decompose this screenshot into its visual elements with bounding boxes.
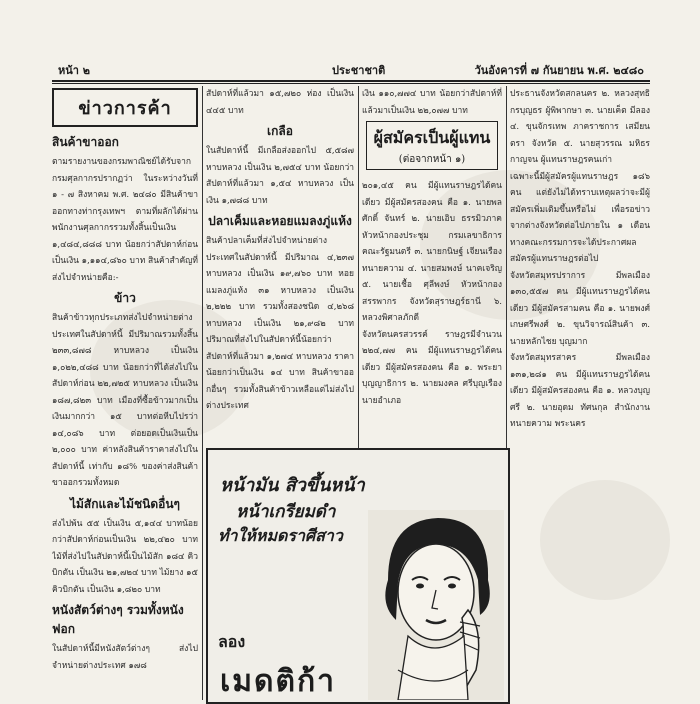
headline-box: [366, 121, 498, 170]
article-paragraph: จังหวัดสมุทรสาคร มีพลเมือง ๑๓๑,๒๘๑ คน มีผู้แทนราษฎรได้คนเดียว มีผู้สมัครสองคน คือ ๑. หลวงบุญศรี ๒. นายอุดม ทัศนกุล สำนักงานทนายความ พระนคร: [510, 353, 650, 429]
article-paragraph: เงิน ๑๑๐,๗๗๔ บาท น้อยกว่าสัปดาห์ที่แล้วมาเป็นเงิน ๒๒,๐๗๗ บาท: [362, 89, 502, 116]
subhead-hides: หนังสัตว์ต่างๆ รวมทั้งหนังฟอก: [52, 603, 184, 636]
header-rule-thin: [52, 83, 650, 84]
article-paragraph: ในสัปดาห์นี้มีหนังสัตว์ต่างๆ ส่งไปจำหน่ายต่างประเทศ ๑๗๘: [52, 644, 198, 671]
article-paragraph: ประธานจังหวัดสกลนคร ๒. หลวงสุทธิกรบุญธร ผู้พิพากษา ๓. นายเค็ต มีลอง ๔. ขุนจักรเทพ ภาคราชการ เสมียนตรา จังหวัด ๕. นายสุวรรณ มหิธรกาญจน ผู้แทนราษฎรคนเก่า: [510, 89, 650, 165]
article-paragraph: จังหวัดสมุทรปราการ มีพลเมือง ๑๓๐,๕๕๗ คน มีผู้แทนราษฎรได้คนเดียว มีผู้สมัครสามคน คือ ๑. นายพงศ์ เกษศรีพงศ์ ๒. ขุนวิจารณ์สินค้า ๓. นายหลักไชย บุญมาก: [510, 270, 650, 347]
advertisement: [206, 448, 510, 704]
ad-line-3: ทำให้หมดราศีสาว: [218, 526, 343, 545]
column-4: [510, 86, 650, 700]
article-paragraph: ๒๐๑,๔๕ คน มีผู้แทนราษฎรได้คนเดียว มีผู้สมัครสองคน คือ ๑. นายพลศักดิ์ จันทร์ ๒. นายเอิบ ธรรมิวภาค หัวหน้ากองประชุม กรมเลขาธิการคณะรัฐมนตรี ๓. นายกนิษฐ์ เจียนเรือง ทนายความ ๔. นายสมพงษ์ นาคเจริญ ๕. นายเชื้อ ศุลีพงษ์ หัวหน้ากองสรรพากร จังหวัดสุราษฎร์ธานี ๖. หลวงพิศาลภักดี: [362, 181, 502, 323]
woman-portrait-icon: [368, 510, 504, 700]
ad-line-1: หน้ามัน สิวขึ้นหน้า: [220, 475, 365, 496]
subhead-exports: สินค้าขาออก: [52, 135, 119, 149]
subhead-rice: ข้าว: [114, 291, 136, 305]
page-number: หน้า ๒: [58, 64, 91, 77]
subhead-salt: เกลือ: [267, 124, 293, 138]
article-paragraph: จังหวัดนครสวรรค์ ราษฎรมีจำนวน ๒๒๔,๗๗ คน มีผู้แทนราษฎรได้คนเดียว มีผู้สมัครสองคน คือ ๑. พระยาบุญญาธิการ ๒. นายมงคล ศรีบุญเรือง นายอำเภอ: [362, 329, 502, 406]
section-title-trade-news: ข่าวการค้า: [52, 88, 198, 127]
issue-date: วันอังคารที่ ๗ กันยายน พ.ศ. ๒๔๘๐: [474, 64, 644, 77]
article-paragraph: เฉพาะนี้มีผู้สมัครผู้แทนราษฎร ๑๘๖ คน แต่ยังไม่ได้ทราบเหตุผลว่าจะมีผู้สมัครเพิ่มเติมขึ้นหรือไม่ เพื่อรอข่าวจากต่างจังหวัดต่อไปภายใน ๑ เดือน ทางคณะกรรมการจะได้ประกาศผลสมัครผู้แทนราษฎรต่อไป: [510, 171, 650, 264]
ad-line-2: หน้าเกรียมดำ: [236, 502, 336, 522]
headline-candidates: ผู้สมัครเป็นผู้แทน: [373, 128, 491, 147]
article-paragraph: สัปดาห์ที่แล้วมา ๑๕,๗๒๐ ห่อง เป็นเงิน ๔๔๕ บาท: [206, 89, 354, 116]
column-divider: [202, 86, 203, 700]
article-paragraph: สินค้าข้าวทุกประเภทส่งไปจำหน่ายต่างประเทศในสัปดาห์นี้ มีปริมาณรวมทั้งสิ้น ๒๓๓,๘๗๘ หาบหลวง เป็นเงิน ๑,๐๒๒,๔๘๘ บาท น้อยกว่าที่ได้ส่งไปในสัปดาห์ก่อน ๒๒,๗๒๕ หาบหลวง เป็นเงิน ๑๘๗,๘๒๓ บาท เมืองที่ซื้อข้าวมากเป็นเงินมากกว่า ๑๕ บาทต่อหีบไปรว่า ๑๔,๐๘๖ บาท ต่อยอดเป็นเงินเป็น ๒,๐๐๐ บาท ค่าหลังสินค้าราคาส่งไปในสัปดาห์นี้ เท่ากับ ๑๘% ของค่าส่งสินค้าขาออกรวมทั้งหมด: [52, 313, 198, 488]
subhead-dried-fish: ปลาเค็มและหอยแมลงภู่แห้ง: [208, 214, 352, 228]
header-rule: [52, 80, 650, 82]
article-paragraph: ในสัปดาห์นี้ มีเกลือส่งออกไป ๕,๕๘๗ หาบหลวง เป็นเงิน ๒,๗๕๔ บาท น้อยกว่าสัปดาห์ที่แล้วมา ๑,๕๔ หาบหลวง เป็นเงิน ๑,๗๘๘ บาท: [206, 146, 354, 206]
newspaper-name: ประชาชาติ: [332, 64, 386, 77]
column-1: [52, 86, 198, 700]
page-header: [52, 62, 650, 80]
ad-brand-name: เมดติก้า: [220, 664, 337, 699]
headline-continued: (ต่อจากหน้า ๑): [398, 154, 466, 165]
ad-line-4: ลอง: [218, 632, 246, 651]
article-paragraph: ส่งไปพ้น ๕๕ เป็นเงิน ๕,๑๔๔ บาทน้อยกว่าสัปดาห์ก่อนเป็นเงิน ๒๒,๔๒๐ บาท ไม้ที่ส่งไปในสัปดาห์นี้เป็นไม้สัก ๑๘๔ คิวบิกตัน เป็นเงิน ๒๑,๗๒๔ บาท ไม้ยาง ๑๕ คิวบิกตัน เป็นเงิน ๑,๘๒๐ บาท: [52, 518, 198, 595]
subhead-teak: ไม้สักและไม้ชนิดอื่นๆ: [69, 496, 180, 511]
article-paragraph: ตามรายงานของกรมพาณิชย์ได้รับจากกรมศุลกากรปรากฏว่า ในระหว่างวันที่ ๑ - ๗ สิงหาคม พ.ศ. ๒๔๘๐ มีสินค้าขาออกทางท่ากรุงเทพฯ ตามที่ผลักได้ผ่านพนักงานศุลกากรรวมทั้งสิ้นเป็นเงิน ๑,๔๘๔,๘๘๘ บาท น้อยกว่าสัปดาห์ก่อนเป็นเงิน ๑,๑๑๔,๘๖๐ บาท สินค้าสำคัญที่ส่งไปจำหน่ายคือ:-: [52, 157, 198, 283]
article-paragraph: สินค้าปลาเค็มที่ส่งไปจำหน่ายต่างประเทศในสัปดาห์นี้ มีปริมาณ ๔,๒๓๗ หาบหลวง เป็นเงิน ๑๙,๗๖๐ บาท หอยแมลงภู่แห้ง ๓๑ หาบหลวง เป็นเงิน ๒,๒๒๒ บาท รวมทั้งสองชนิด ๔,๒๖๘ หาบหลวง เป็นเงิน ๒๑,๙๘๒ บาท ปริมาณที่ส่งไปในสัปดาห์นี้น้อยกว่าสัปดาห์ที่แล้วมา ๑,๒๗๔ หาบหลวง ราคาน้อยกว่าเป็นเงิน ๑๔ บาท สินค้าขาออกอื่นๆ รวมทั้งสินค้าข้าวเหลือแต่ไม่ส่งไปต่างประเทศ: [206, 236, 354, 411]
